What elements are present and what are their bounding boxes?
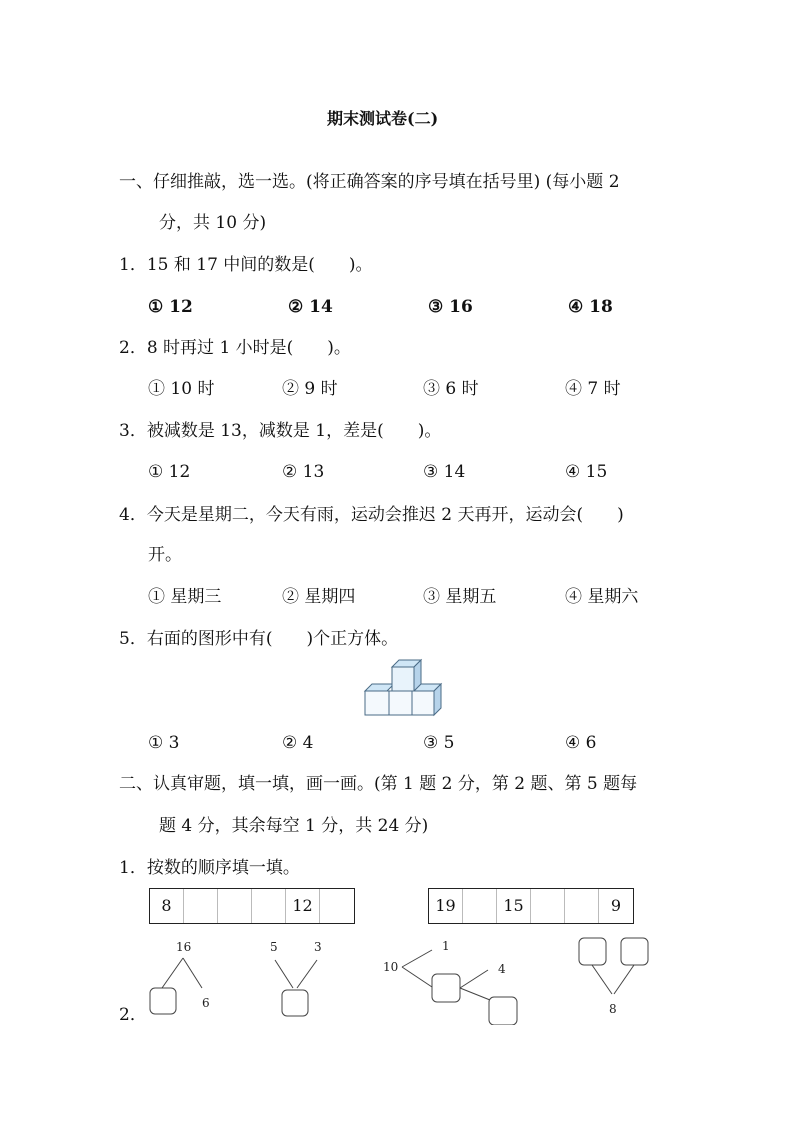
cubes-figure <box>360 658 446 720</box>
tree2-left-number: 5 <box>270 940 278 954</box>
sequence-cell[interactable] <box>463 889 497 923</box>
number-bond-diagrams <box>140 930 660 1025</box>
tree4-bottom-number: 8 <box>609 1002 617 1016</box>
question-2: 2．8 时再过 1 小时是( )。 <box>119 338 351 358</box>
tree1-right-number: 6 <box>202 996 210 1010</box>
q5-option-2[interactable]: ② 4 <box>282 733 314 753</box>
sequence-cell[interactable]: 9 <box>610 896 622 915</box>
section1-heading-cont: 分，共 10 分) <box>159 213 267 233</box>
q1-option-4[interactable]: ④ 18 <box>568 297 613 317</box>
q4-option-2[interactable]: ② 星期四 <box>282 587 356 607</box>
q4-option-3[interactable]: ③ 星期五 <box>423 587 497 607</box>
q3-option-2[interactable]: ② 13 <box>282 462 325 482</box>
question-4-cont: 开。 <box>148 545 182 565</box>
answer-box[interactable] <box>282 990 308 1016</box>
q3-option-1[interactable]: ① 12 <box>148 462 191 482</box>
tree3-right-number: 4 <box>498 962 506 976</box>
section2-heading-cont: 题 4 分，其余每空 1 分，共 24 分) <box>159 816 429 836</box>
q5-option-1[interactable]: ① 3 <box>148 733 180 753</box>
section2-heading: 二、认真审题，填一填，画一画。(第 1 题 2 分，第 2 题、第 5 题每 <box>119 774 638 794</box>
q1-option-3[interactable]: ③ 16 <box>428 297 473 317</box>
number-sequence-b <box>428 888 634 924</box>
q3-option-3[interactable]: ③ 14 <box>423 462 466 482</box>
q2-option-4[interactable]: ④ 7 时 <box>565 379 621 399</box>
sequence-cell[interactable] <box>531 889 565 923</box>
sequence-cell[interactable]: 8 <box>150 889 184 923</box>
q1-option-2[interactable]: ② 14 <box>288 297 333 317</box>
q4-option-4[interactable]: ④ 星期六 <box>565 587 639 607</box>
section1-heading: 一、仔细推敲，选一选。(将正确答案的序号填在括号里) (每小题 2 <box>119 172 620 192</box>
sequence-cell[interactable]: 19 <box>429 889 463 923</box>
sequence-cell[interactable]: 15 <box>497 889 531 923</box>
sequence-cell[interactable] <box>184 889 218 923</box>
tree3-top-number: 1 <box>442 939 450 953</box>
q1-option-1[interactable]: ① 12 <box>148 297 193 317</box>
answer-box[interactable] <box>621 938 648 965</box>
tree2-right-number: 3 <box>314 940 322 954</box>
s2-question-2: 2． <box>119 1005 147 1025</box>
question-1: 1．15 和 17 中间的数是( )。 <box>119 255 373 275</box>
answer-box[interactable] <box>150 988 176 1014</box>
sequence-cell[interactable] <box>252 889 286 923</box>
sequence-cell[interactable] <box>320 889 354 923</box>
q2-option-1[interactable]: ① 10 时 <box>148 379 215 399</box>
tree3-left-number: 10 <box>383 960 399 974</box>
answer-box[interactable] <box>489 997 517 1025</box>
q5-option-4[interactable]: ④ 6 <box>565 733 597 753</box>
page-title: 期末测试卷(二) <box>327 109 439 128</box>
s2-question-1: 1．按数的顺序填一填。 <box>119 858 300 878</box>
q5-option-3[interactable]: ③ 5 <box>423 733 455 753</box>
q4-option-1[interactable]: ① 星期三 <box>148 587 222 607</box>
tree1-top-number: 16 <box>176 940 192 954</box>
q2-option-3[interactable]: ③ 6 时 <box>423 379 479 399</box>
q2-option-2[interactable]: ② 9 时 <box>282 379 338 399</box>
question-3: 3．被减数是 13，减数是 1，差是( )。 <box>119 421 442 441</box>
answer-box[interactable] <box>432 974 460 1002</box>
sequence-cell[interactable] <box>218 889 252 923</box>
sequence-cell[interactable] <box>565 889 599 923</box>
question-4: 4．今天是星期二，今天有雨，运动会推迟 2 天再开，运动会( ) <box>119 505 624 525</box>
answer-box[interactable] <box>579 938 606 965</box>
number-sequence-a <box>149 888 355 924</box>
question-5: 5．右面的图形中有( )个正方体。 <box>119 629 399 649</box>
sequence-cell[interactable]: 12 <box>286 889 320 923</box>
q3-option-4[interactable]: ④ 15 <box>565 462 608 482</box>
